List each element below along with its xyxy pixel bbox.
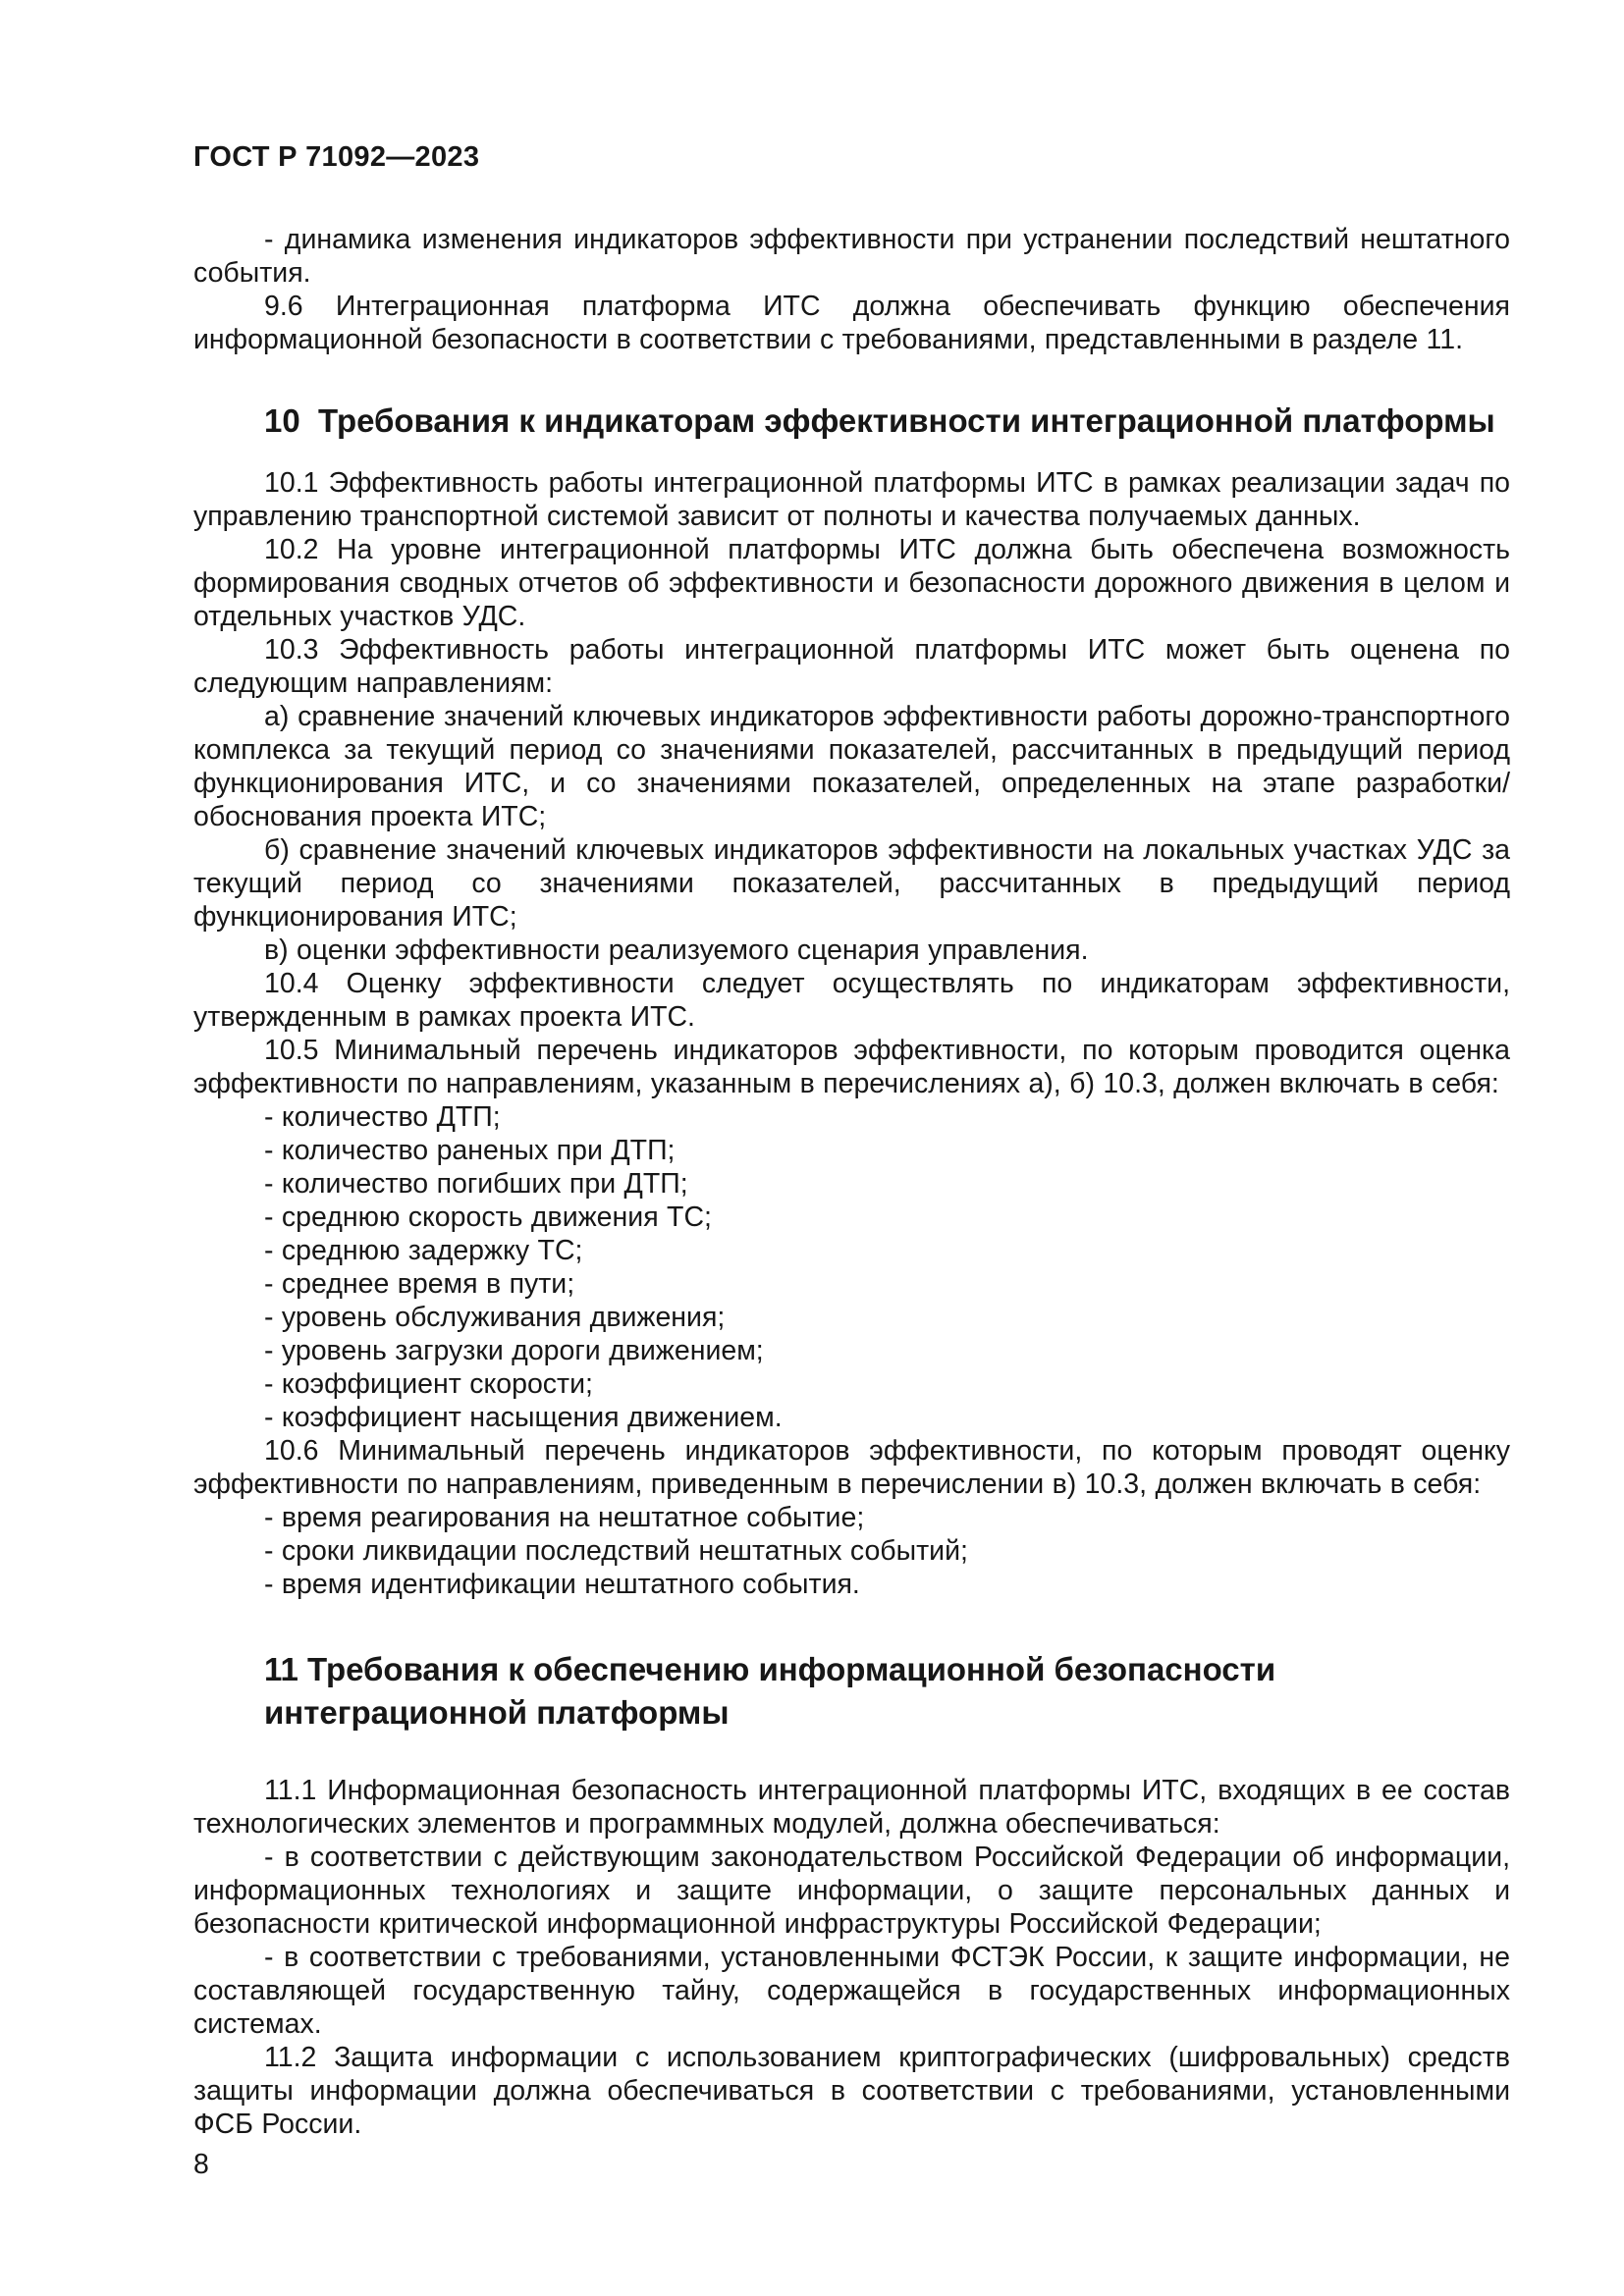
list-item: - среднюю скорость движения ТС; [264, 1201, 712, 1233]
paragraph-10-1: 10.1 Эффективность работы интеграционной платформы ИТС в рамках реализации задач по управлению транспортной системой зависит от полноты и качества получаемых данных. [193, 467, 1510, 532]
page-number: 8 [193, 2149, 209, 2180]
list-item: - количество раненых при ДТП; [264, 1135, 676, 1166]
list-item: - в соответствии с действующим законодательством Российской Федерации об информации, информационных технологиях и защите информации, о защите персональных данных и безопасности критической информационной инфраструктуры Российской Федерации; [193, 1842, 1510, 1940]
list-item: - уровень обслуживания движения; [264, 1302, 726, 1333]
list-item-a: а) сравнение значений ключевых индикаторов эффективности работы дорожно-транспортного комплекса за текущий период со значениями показателей, рассчитанных в предыдущий период функционирования ИТС, и со значениями показателей, определенных на этапе разработки/обоснования проекта ИТС; [193, 701, 1510, 832]
paragraph-11-2: 11.2 Защита информации с использованием криптографических (шифровальных) средств защиты информации должна обеспечиваться в соответствии с требованиями, установленными ФСБ России. [193, 2042, 1510, 2140]
paragraph-11-1: 11.1 Информационная безопасность интеграционной платформы ИТС, входящих в ее состав технологических элементов и программных модулей, должна обеспечиваться: [193, 1775, 1510, 1840]
section-10-heading: 10 Требования к индикаторам эффективности интеграционной платформы [264, 402, 1495, 439]
page-content [193, 223, 1510, 2181]
list-item: - коэффициент скорости; [264, 1368, 593, 1400]
list-item: - среднюю задержку ТС; [264, 1235, 583, 1266]
list-item: - сроки ликвидации последствий нештатных событий; [264, 1535, 968, 1567]
list-item-b: б) сравнение значений ключевых индикаторов эффективности на локальных участках УДС за текущий период со значениями показателей, рассчитанных в предыдущий период функционирования ИТС; [193, 834, 1510, 933]
list-item: - количество ДТП; [264, 1101, 501, 1133]
doc-number-header: ГОСТ Р 71092—2023 [193, 141, 480, 173]
list-item: - уровень загрузки дороги движением; [264, 1335, 764, 1366]
paragraph-10-2: 10.2 На уровне интеграционной платформы ИТС должна быть обеспечена возможность формирования сводных отчетов об эффективности и безопасности дорожного движения в целом и отдельных участков УДС. [193, 534, 1510, 632]
paragraph-10-5: 10.5 Минимальный перечень индикаторов эффективности, по которым проводится оценка эффективности по направлениям, указанным в перечислениях а), б) 10.3, должен включать в себя: [193, 1035, 1510, 1099]
list-item: - время реагирования на нештатное событие; [264, 1502, 865, 1533]
paragraph-10-4: 10.4 Оценку эффективности следует осуществлять по индикаторам эффективности, утвержденным в рамках проекта ИТС. [193, 968, 1510, 1033]
list-item: - время идентификации нештатного события. [264, 1569, 860, 1600]
paragraph-10-3: 10.3 Эффективность работы интеграционной платформы ИТС может быть оценена по следующим направлениям: [193, 634, 1510, 699]
list-item-v: в) оценки эффективности реализуемого сценария управления. [264, 934, 1089, 966]
list-item: - количество погибших при ДТП; [264, 1168, 688, 1200]
paragraph-9-6: 9.6 Интеграционная платформа ИТС должна обеспечивать функцию обеспечения информационной безопасности в соответствии с требованиями, представленными в разделе 11. [193, 291, 1510, 355]
paragraph-dash-item-continued: - динамика изменения индикаторов эффективности при устранении последствий нештатного события. [193, 224, 1510, 289]
list-item: - среднее время в пути; [264, 1268, 575, 1300]
paragraph-10-6: 10.6 Минимальный перечень индикаторов эффективности, по которым проводят оценку эффективности по направлениям, приведенным в перечислении в) 10.3, должен включать в себя: [193, 1435, 1510, 1500]
section-11-heading: 11 Требования к обеспечению информационной безопасности интеграционной платформы [264, 1651, 1276, 1731]
list-item: - в соответствии с требованиями, установленными ФСТЭК России, к защите информации, не составляющей государственную тайну, содержащейся в государственных информационных системах. [193, 1942, 1510, 2040]
list-item: - коэффициент насыщения движением. [264, 1402, 783, 1433]
